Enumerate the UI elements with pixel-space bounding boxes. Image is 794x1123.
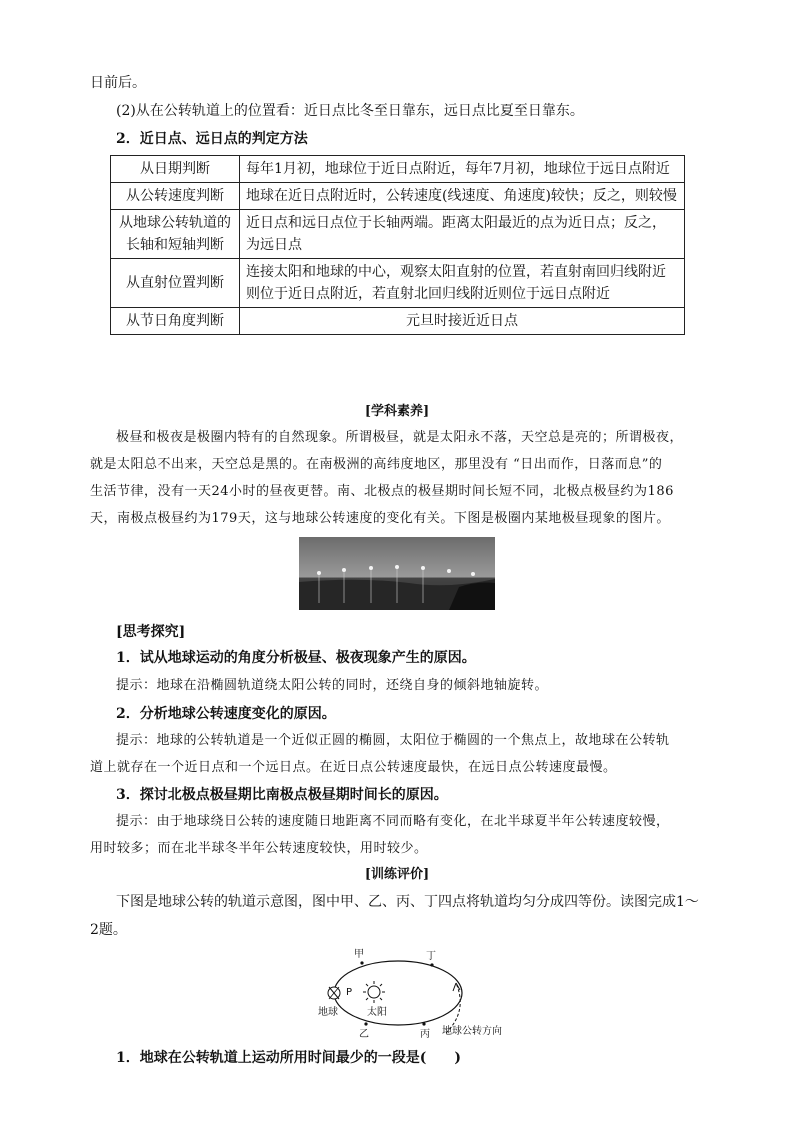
text-line: 就是太阳总不出来，天空总是黑的。在南极洲的高纬度地区，那里没有 “日出而作，日落而息”的 <box>90 457 663 472</box>
table-cell-value: 地球在近日点附近时，公转速度(线速度、角速度)较快；反之，则较慢 <box>240 183 685 210</box>
orbit-diagram <box>310 945 520 1040</box>
label-direction: 地球公转方向 <box>442 1026 502 1037</box>
text-line: (2)从在公转轨道上的位置看：近日点比冬至日靠东，远日点比夏至日靠东。 <box>116 103 584 119</box>
answer-hint: 道上就存在一个近日点和一个远日点。在近日点公转速度最快，在远日点公转速度最慢。 <box>90 760 617 775</box>
question: 2．分析地球公转速度变化的原因。 <box>116 706 336 722</box>
question: 3．探讨北极点极昼期比南极点极昼期时间长的原因。 <box>116 787 448 803</box>
label-p: P <box>346 987 353 998</box>
orbit-diagram-svg <box>310 945 520 1040</box>
judgement-table <box>110 155 685 335</box>
earth-icon <box>328 987 340 999</box>
table-cell-key: 从直射位置判断 <box>111 259 240 308</box>
table-cell-key: 从日期判断 <box>111 156 240 183</box>
question: 1．地球在公转轨道上运动所用时间最少的一段是( ) <box>116 1050 461 1066</box>
table-cell-value: 近日点和远日点位于长轴两端。距离太阳最近的点为近日点；反之，为远日点 <box>240 210 685 259</box>
orbit-ellipse <box>334 961 462 1025</box>
polar-day-photo-art <box>299 537 495 610</box>
table-row <box>111 259 685 308</box>
text-line: 日前后。 <box>90 75 146 91</box>
question: 1．试从地球运动的角度分析极昼、极夜现象产生的原因。 <box>116 650 476 666</box>
label-jia: 甲 <box>354 949 364 960</box>
answer-hint: 提示：地球的公转轨道是一个近似正圆的椭圆，太阳位于椭圆的一个焦点上，故地球在公转轨 <box>116 733 670 748</box>
table-cell-key: 从公转速度判断 <box>111 183 240 210</box>
table-row <box>111 210 685 259</box>
sun-icon <box>363 981 385 1003</box>
text-line: 生活节律，没有一天24小时的昼夜更替。南、北极点的极昼期时间长短不同，北极点极昼约为186 <box>90 484 674 499</box>
polar-day-photo <box>299 537 495 610</box>
answer-hint: 提示：地球在沿椭圆轨道绕太阳公转的同时，还绕自身的倾斜地轴旋转。 <box>116 678 549 693</box>
text-line: 下图是地球公转的轨道示意图，图中甲、乙、丙、丁四点将轨道均匀分成四等份。读图完成1～ <box>116 894 699 910</box>
section-heading: 2．近日点、远日点的判定方法 <box>116 131 308 147</box>
label-earth: 地球 <box>318 1007 338 1018</box>
label-sun: 太阳 <box>367 1007 387 1018</box>
section-title: [训练评价] <box>364 867 430 882</box>
table-cell-value: 元旦时接近近日点 <box>240 308 685 335</box>
text-line: 极昼和极夜是极圈内特有的自然现象。所谓极昼，就是太阳永不落，天空总是亮的；所谓极夜， <box>116 430 684 445</box>
section-title: [学科素养] <box>364 404 430 419</box>
label-ding: 丁 <box>426 951 436 962</box>
table-cell-value: 连接太阳和地球的中心，观察太阳直射的位置，若直射南回归线附近则位于近日点附近，若直射北回归线附近则位于远日点附近 <box>240 259 685 308</box>
table-row <box>111 308 685 335</box>
answer-hint: 提示：由于地球绕日公转的速度随日地距离不同而略有变化，在北半球夏半年公转速度较慢， <box>116 814 670 829</box>
table-row <box>111 156 685 183</box>
table-cell-value: 每年1月初，地球位于近日点附近，每年7月初，地球位于远日点附近 <box>240 156 685 183</box>
table-row <box>111 183 685 210</box>
table-cell-key: 从地球公转轨道的长轴和短轴判断 <box>111 210 240 259</box>
section-title: [思考探究] <box>116 624 186 640</box>
table-cell-key: 从节日角度判断 <box>111 308 240 335</box>
text-line: 2题。 <box>90 922 127 938</box>
text-line: 天，南极点极昼约为179天，这与地球公转速度的变化有关。下图是极圈内某地极昼现象的图片。 <box>90 511 670 526</box>
answer-hint: 用时较多；而在北半球冬半年公转速度较快，用时较少。 <box>90 841 428 856</box>
label-yi: 乙 <box>359 1029 369 1040</box>
label-bing: 丙 <box>420 1029 430 1040</box>
